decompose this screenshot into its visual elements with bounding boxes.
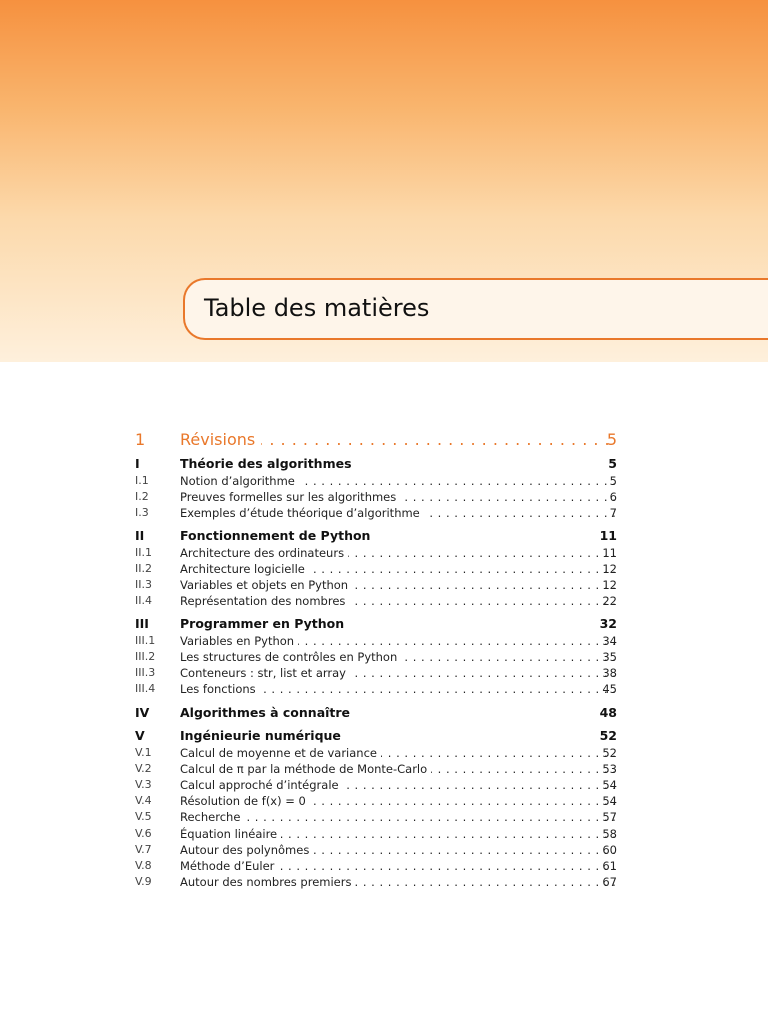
toc-section-page: 6 bbox=[609, 490, 617, 504]
title-box bbox=[183, 278, 768, 340]
toc-section-page: 35 bbox=[602, 650, 617, 664]
toc-section-label: Conteneurs : str, list et array . . . bbox=[180, 666, 617, 680]
toc-chapter[interactable] bbox=[0, 728, 768, 746]
toc-section-number: V.7 bbox=[135, 843, 152, 856]
toc-section-page: 58 bbox=[602, 827, 617, 841]
toc-section-label: Preuves formelles sur les algorithmes . . . bbox=[180, 490, 617, 504]
toc-section-label: Représentation des nombres . . . bbox=[180, 594, 617, 608]
toc-section-page: 34 bbox=[602, 634, 617, 648]
toc-chapter-label: Théorie des algorithmes bbox=[180, 456, 352, 471]
toc-chapter-page: 11 bbox=[599, 528, 617, 543]
toc-section-number: V.1 bbox=[135, 746, 152, 759]
toc-section-number: V.6 bbox=[135, 827, 152, 840]
toc-part-page: 5 bbox=[606, 430, 617, 449]
toc-part-number: 1 bbox=[135, 430, 146, 449]
toc-section-label: Variables en Python . . . bbox=[180, 634, 617, 648]
toc-chapter[interactable] bbox=[0, 528, 768, 546]
toc-section-number: I.2 bbox=[135, 490, 149, 503]
toc-section[interactable] bbox=[0, 682, 768, 700]
toc-section-number: III.1 bbox=[135, 634, 156, 647]
toc-section-page: 11 bbox=[602, 546, 617, 560]
toc-section-page: 38 bbox=[602, 666, 617, 680]
toc-chapter-number: IV bbox=[135, 705, 150, 720]
toc-chapter-number: II bbox=[135, 528, 145, 543]
toc-section-page: 67 bbox=[602, 875, 617, 889]
toc-chapter-label: Ingénieurie numérique bbox=[180, 728, 341, 743]
toc-part[interactable] bbox=[0, 430, 768, 448]
toc-chapter-label: Algorithmes à connaître bbox=[180, 705, 351, 720]
toc-chapter-page: 52 bbox=[599, 728, 617, 743]
toc-section-label: Architecture logicielle . . . bbox=[180, 562, 617, 576]
toc-section-number: III.3 bbox=[135, 666, 156, 679]
toc-section-page: 60 bbox=[602, 843, 617, 857]
toc-section-label: Autour des nombres premiers . . . bbox=[180, 875, 617, 889]
toc-chapter-page: 32 bbox=[599, 616, 617, 631]
toc-section-page: 22 bbox=[602, 594, 617, 608]
toc-section-number: III.2 bbox=[135, 650, 156, 663]
toc-section-label: Calcul de π par la méthode de Monte-Carlo . . . bbox=[180, 762, 617, 776]
toc-chapter-number: III bbox=[135, 616, 149, 631]
toc-section-number: I.1 bbox=[135, 474, 149, 487]
toc-section-label: Résolution de f(x) = 0 . . . bbox=[180, 794, 617, 808]
toc-chapter-page: 5 bbox=[608, 456, 617, 471]
toc-section-label: Notion d’algorithme . . . bbox=[180, 474, 617, 488]
toc-section[interactable] bbox=[0, 810, 768, 828]
page-title: Table des matières bbox=[204, 294, 430, 322]
toc-section-label: Les fonctions . . . bbox=[180, 682, 617, 696]
toc-section-page: 12 bbox=[602, 562, 617, 576]
toc-section-number: V.8 bbox=[135, 859, 152, 872]
toc-chapter[interactable] bbox=[0, 616, 768, 634]
toc-section-number: II.3 bbox=[135, 578, 152, 591]
toc-section-number: V.5 bbox=[135, 810, 152, 823]
toc-section[interactable] bbox=[0, 875, 768, 893]
toc-section-label: Architecture des ordinateurs . . . bbox=[180, 546, 617, 560]
toc-section-number: II.4 bbox=[135, 594, 152, 607]
toc-section-number: V.2 bbox=[135, 762, 152, 775]
toc-section-number: V.4 bbox=[135, 794, 152, 807]
toc-part-label: Révisions . . . bbox=[180, 430, 617, 449]
toc-section-number: II.1 bbox=[135, 546, 152, 559]
toc-section-page: 5 bbox=[609, 474, 617, 488]
toc-section-page: 12 bbox=[602, 578, 617, 592]
toc-chapter-number: I bbox=[135, 456, 140, 471]
toc-section-number: V.9 bbox=[135, 875, 152, 888]
toc-section-label: Équation linéaire . . . bbox=[180, 827, 617, 841]
toc-section[interactable] bbox=[0, 594, 768, 612]
toc-section-page: 45 bbox=[602, 682, 617, 696]
toc-chapter[interactable] bbox=[0, 456, 768, 474]
toc-section-page: 61 bbox=[602, 859, 617, 873]
toc-chapter-label: Fonctionnement de Python bbox=[180, 528, 371, 543]
toc-section-label: Calcul de moyenne et de variance . . . bbox=[180, 746, 617, 760]
toc-section-page: 54 bbox=[602, 778, 617, 792]
toc-section-label: Autour des polynômes . . . bbox=[180, 843, 617, 857]
toc-section-label: Recherche . . . bbox=[180, 810, 617, 824]
toc-section-number: V.3 bbox=[135, 778, 152, 791]
toc-section-page: 7 bbox=[609, 506, 617, 520]
toc-section-label: Les structures de contrôles en Python . . . bbox=[180, 650, 617, 664]
toc-chapter-label: Programmer en Python bbox=[180, 616, 345, 631]
toc-section-number: II.2 bbox=[135, 562, 152, 575]
toc-section-page: 54 bbox=[602, 794, 617, 808]
toc-chapter-page: 48 bbox=[599, 705, 617, 720]
toc-section-page: 53 bbox=[602, 762, 617, 776]
toc-section-number: I.3 bbox=[135, 506, 149, 519]
toc-section-label: Calcul approché d’intégrale . . . bbox=[180, 778, 617, 792]
toc-section-page: 52 bbox=[602, 746, 617, 760]
toc-chapter[interactable] bbox=[0, 705, 768, 723]
toc-section-label: Méthode d’Euler . . . bbox=[180, 859, 617, 873]
toc-section-page: 57 bbox=[602, 810, 617, 824]
toc-chapter-number: V bbox=[135, 728, 145, 743]
toc-section[interactable] bbox=[0, 506, 768, 524]
toc-section-label: Variables et objets en Python . . . bbox=[180, 578, 617, 592]
toc-section-label: Exemples d’étude théorique d’algorithme . . . bbox=[180, 506, 617, 520]
toc-section-number: III.4 bbox=[135, 682, 156, 695]
